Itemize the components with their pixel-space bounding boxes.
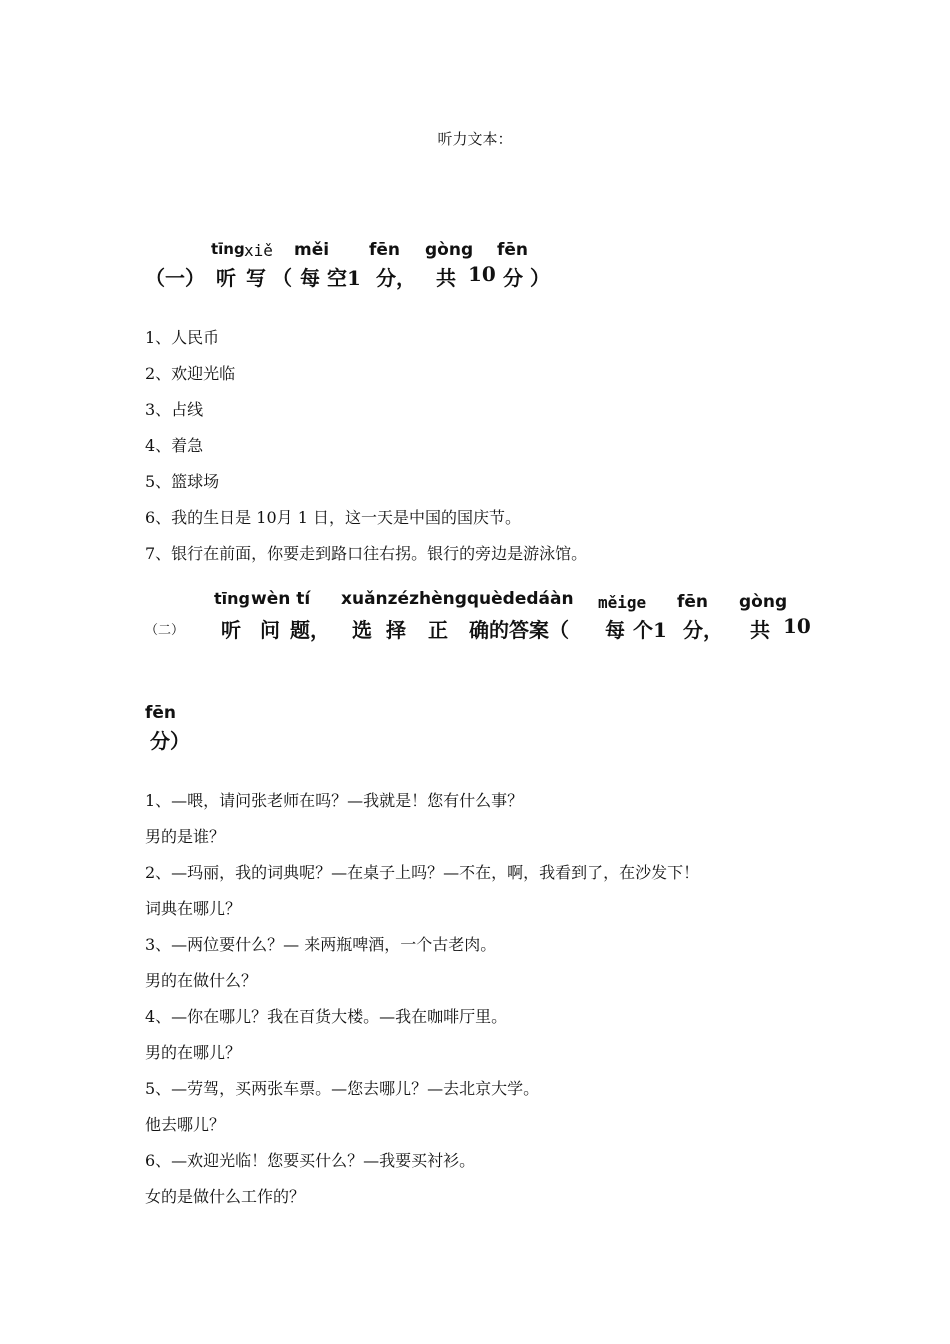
list-item: 5、—劳驾，买两张车票。—您去哪儿？—去北京大学。	[145, 1079, 540, 1098]
heading-part: 写	[246, 266, 266, 290]
pinyin: měi	[294, 240, 330, 260]
heading-part: 听	[221, 618, 241, 642]
pinyin: gòng	[739, 592, 788, 612]
pinyin: tīng	[211, 240, 245, 258]
heading-part: 分，	[376, 266, 416, 290]
heading-part: （一）	[145, 266, 205, 290]
list-item: 6、—欢迎光临！您要买什么？—我要买衬衫。	[145, 1151, 476, 1170]
page-title: 听力文本：	[437, 130, 513, 148]
list-item: 1、人民币	[145, 328, 220, 347]
heading-part: 10	[468, 262, 496, 286]
heading-part: 正	[428, 618, 448, 642]
pinyin: wèn tí	[251, 589, 311, 609]
pinyin: fēn	[145, 703, 177, 723]
list-item: 3、—两位要什么？— 来两瓶啤酒，一个古老肉。	[145, 935, 497, 954]
list-item: 6、我的生日是 10月 1 日，这一天是中国的国庆节。	[145, 508, 521, 527]
heading-part: 每	[300, 266, 320, 290]
list-item: 5、篮球场	[145, 472, 220, 491]
pinyin: fēn	[369, 240, 401, 260]
heading-part: 选	[352, 618, 372, 642]
heading-part: 问	[260, 618, 280, 642]
pinyin: tīng	[214, 589, 250, 608]
list-item: 1、—喂，请问张老师在吗？—我就是！您有什么事？	[145, 791, 524, 810]
heading-part: 分）	[150, 729, 190, 753]
pinyin: xiě	[244, 241, 273, 260]
heading-part: 共	[750, 618, 770, 642]
pinyin: fēn	[677, 592, 709, 612]
heading-part: （	[272, 266, 292, 290]
heading-part: 题，	[290, 618, 330, 642]
heading-part: 择	[386, 618, 406, 642]
heading-part: 确的答案（	[469, 618, 569, 642]
list-item: 2、—玛丽，我的词典呢？—在桌子上吗？—不在，啊，我看到了，在沙发下！	[145, 863, 700, 882]
heading-part: 每	[605, 618, 625, 642]
heading-part: 个1	[633, 618, 667, 642]
list-item: 3、占线	[145, 400, 204, 419]
heading-part: （二）	[145, 623, 185, 638]
list-item: 2、欢迎光临	[145, 364, 236, 383]
list-item: 男的在哪儿？	[145, 1043, 242, 1062]
heading-part: 空1	[327, 266, 361, 290]
heading-part: ）	[530, 266, 550, 290]
heading-part: 共	[436, 266, 456, 290]
list-item: 7、银行在前面，你要走到路口往右拐。银行的旁边是游泳馆。	[145, 544, 588, 563]
pinyin: měige	[598, 593, 647, 612]
pinyin: gòng	[425, 240, 474, 260]
pinyin: fēn	[497, 240, 529, 260]
list-item: 男的在做什么？	[145, 971, 258, 990]
list-item: 他去哪儿？	[145, 1115, 226, 1134]
list-item: 女的是做什么工作的？	[145, 1187, 306, 1206]
heading-part: 分	[503, 266, 523, 290]
list-item: 男的是谁？	[145, 827, 226, 846]
heading-part: 10	[783, 614, 811, 638]
list-item: 4、—你在哪儿？我在百货大楼。—我在咖啡厅里。	[145, 1007, 508, 1026]
heading-part: 分，	[683, 618, 723, 642]
list-item: 4、着急	[145, 436, 204, 455]
list-item: 词典在哪儿？	[145, 899, 242, 918]
pinyin: xuǎnzézhèngquèdedáàn	[341, 589, 574, 609]
heading-part: 听	[216, 266, 236, 290]
